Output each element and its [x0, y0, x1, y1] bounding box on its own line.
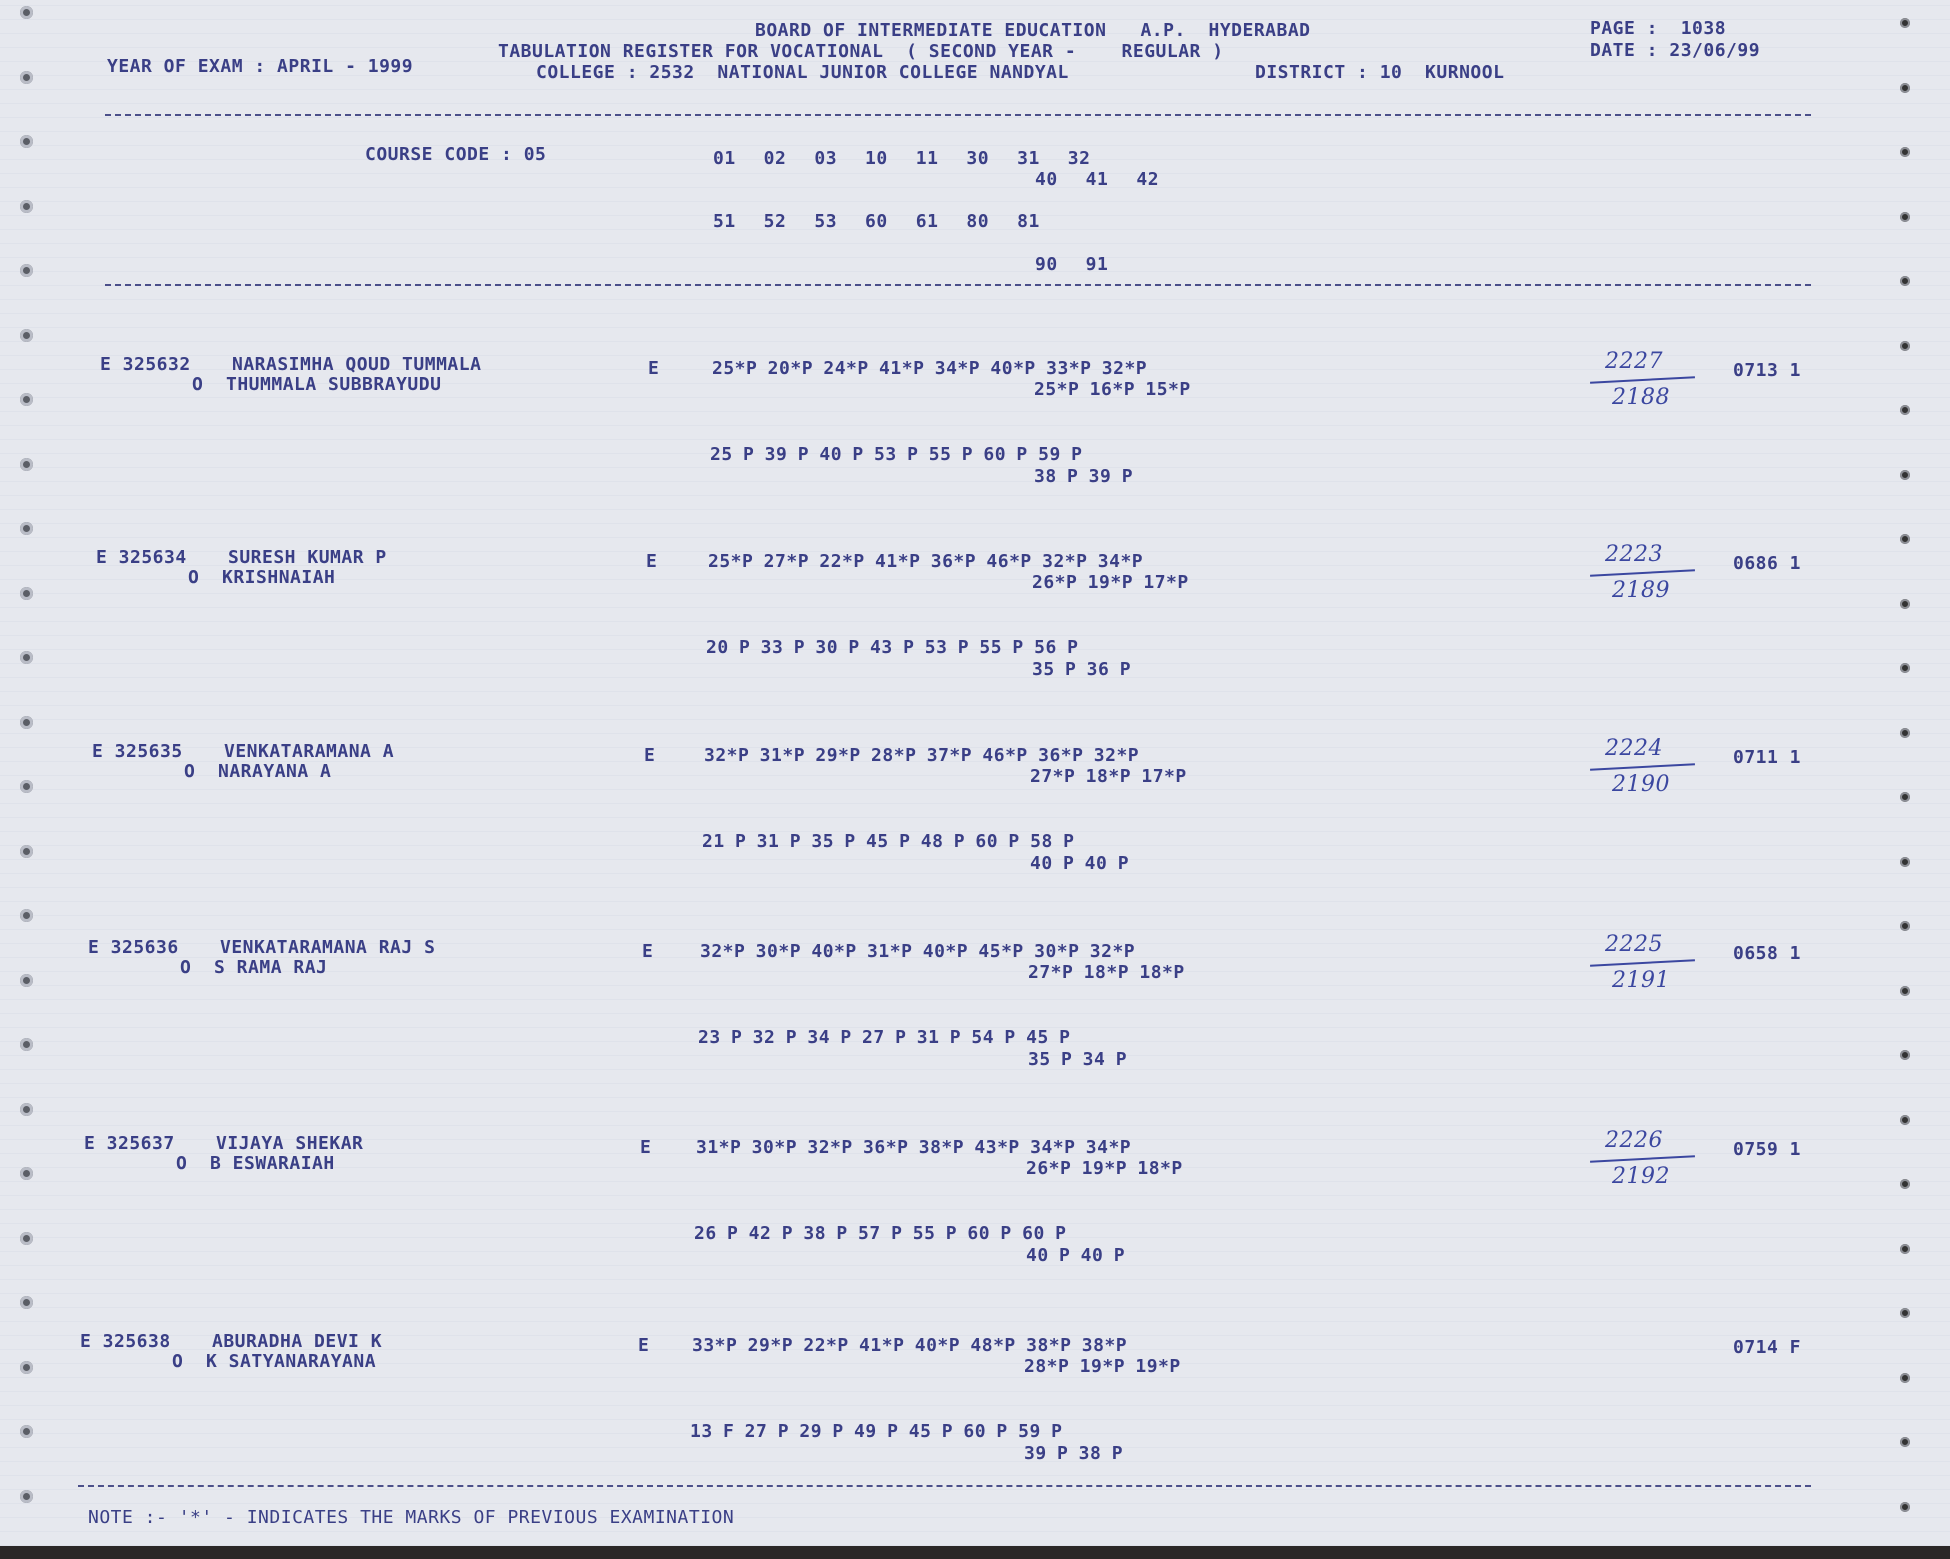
- year-of-exam: YEAR OF EXAM : APRIL - 1999: [107, 56, 414, 77]
- marks-current-row-2: 26*P 19*P 17*P: [1032, 572, 1189, 593]
- handwritten-serial-bottom: 2191: [1612, 968, 1670, 993]
- marks-row-4: 38 P 39 P: [1034, 466, 1134, 487]
- board-title: BOARD OF INTERMEDIATE EDUCATION A.P. HYDERABAD: [755, 20, 1311, 41]
- marks-current-row-2: 27*P 18*P 18*P: [1028, 962, 1185, 983]
- marks-row-3: 21 P 31 P 35 P 45 P 48 P 60 P 58 P: [702, 831, 1075, 852]
- marks-row-3: 13 F 27 P 29 P 49 P 45 P 60 P 59 P: [690, 1421, 1063, 1442]
- roll-number: E 325635: [92, 741, 183, 762]
- subject-codes-row-1: 01 02 03 10 11 30 31 32: [713, 148, 1091, 169]
- feed-hole: [20, 329, 33, 342]
- handwritten-serial-bottom: 2188: [1612, 385, 1670, 410]
- student-record: [0, 736, 1950, 932]
- feed-hole: [20, 200, 33, 213]
- roll-number: E 325637: [84, 1133, 175, 1154]
- marks-row-4: 39 P 38 P: [1024, 1443, 1124, 1464]
- father-name: O KRISHNAIAH: [188, 567, 336, 588]
- codes-divider: [105, 284, 1811, 286]
- student-name: VENKATARAMANA A: [224, 741, 395, 762]
- father-name: O B ESWARAIAH: [176, 1153, 335, 1174]
- marks-current-row-1: 32*P 30*P 40*P 31*P 40*P 45*P 30*P 32*P: [700, 941, 1136, 962]
- marks-row-3: 26 P 42 P 38 P 57 P 55 P 60 P 60 P: [694, 1223, 1067, 1244]
- footer-divider: [78, 1485, 1811, 1487]
- medium: E: [648, 358, 660, 379]
- student-record: [0, 1128, 1950, 1324]
- handwritten-serial-top: 2225: [1605, 932, 1663, 957]
- marks-current-row-2: 26*P 19*P 18*P: [1026, 1158, 1183, 1179]
- handwritten-fraction-line: [1590, 569, 1695, 576]
- roll-number: E 325634: [96, 547, 187, 568]
- feed-hole: [20, 264, 33, 277]
- header-divider: [105, 114, 1811, 116]
- handwritten-fraction-line: [1590, 376, 1695, 383]
- handwritten-serial-top: 2227: [1605, 349, 1663, 374]
- father-name: O NARAYANA A: [184, 761, 332, 782]
- feed-hole: [1900, 83, 1910, 93]
- feed-hole: [20, 71, 33, 84]
- student-name: NARASIMHA QOUD TUMMALA: [232, 354, 482, 375]
- handwritten-fraction-line: [1590, 1155, 1695, 1162]
- medium: E: [644, 745, 656, 766]
- marks-current-row-1: 31*P 30*P 32*P 36*P 38*P 43*P 34*P 34*P: [696, 1137, 1132, 1158]
- total-and-result: 0686 1: [1733, 553, 1802, 574]
- marks-row-4: 35 P 34 P: [1028, 1049, 1128, 1070]
- feed-hole: [20, 6, 33, 19]
- father-name: O K SATYANARAYANA: [172, 1351, 377, 1372]
- course-code: COURSE CODE : 05: [365, 144, 547, 165]
- handwritten-fraction-line: [1590, 959, 1695, 966]
- total-and-result: 0759 1: [1733, 1139, 1802, 1160]
- medium: E: [642, 941, 654, 962]
- handwritten-serial-top: 2223: [1605, 542, 1663, 567]
- marks-current-row-1: 33*P 29*P 22*P 41*P 40*P 48*P 38*P 38*P: [692, 1335, 1128, 1356]
- district-label: DISTRICT : 10 KURNOOL: [1255, 62, 1505, 83]
- handwritten-serial-top: 2224: [1605, 736, 1663, 761]
- marks-row-4: 35 P 36 P: [1032, 659, 1132, 680]
- student-record: [0, 542, 1950, 738]
- feed-hole: [1900, 276, 1910, 286]
- student-name: VENKATARAMANA RAJ S: [220, 937, 436, 958]
- total-and-result: 0658 1: [1733, 943, 1802, 964]
- subject-codes-row-4: 90 91: [1035, 254, 1109, 275]
- medium: E: [640, 1137, 652, 1158]
- feed-hole: [1900, 212, 1910, 222]
- medium: E: [638, 1335, 650, 1356]
- student-record: [0, 932, 1950, 1128]
- subject-codes-row-3: 51 52 53 60 61 80 81: [713, 211, 1040, 232]
- marks-current-row-1: 32*P 31*P 29*P 28*P 37*P 46*P 36*P 32*P: [704, 745, 1140, 766]
- marks-current-row-2: 27*P 18*P 17*P: [1030, 766, 1187, 787]
- medium: E: [646, 551, 658, 572]
- feed-hole: [1900, 18, 1910, 28]
- total-and-result: 0713 1: [1733, 360, 1802, 381]
- total-and-result: 0714 F: [1733, 1337, 1802, 1358]
- college-label: COLLEGE : 2532 NATIONAL JUNIOR COLLEGE NANDYAL: [536, 62, 1069, 83]
- subject-codes-row-2: 40 41 42: [1035, 169, 1160, 190]
- marks-row-3: 20 P 33 P 30 P 43 P 53 P 55 P 56 P: [706, 637, 1079, 658]
- feed-hole: [1900, 341, 1910, 351]
- roll-number: E 325632: [100, 354, 191, 375]
- roll-number: E 325636: [88, 937, 179, 958]
- marks-current-row-2: 28*P 19*P 19*P: [1024, 1356, 1181, 1377]
- footnote: NOTE :- '*' - INDICATES THE MARKS OF PREVIOUS EXAMINATION: [88, 1507, 735, 1528]
- total-and-result: 0711 1: [1733, 747, 1802, 768]
- marks-row-4: 40 P 40 P: [1030, 853, 1130, 874]
- marks-row-4: 40 P 40 P: [1026, 1245, 1126, 1266]
- page-number: PAGE : 1038: [1590, 18, 1727, 39]
- feed-hole: [1900, 147, 1910, 157]
- handwritten-serial-top: 2226: [1605, 1128, 1663, 1153]
- marks-current-row-1: 25*P 27*P 22*P 41*P 36*P 46*P 32*P 34*P: [708, 551, 1144, 572]
- marks-row-3: 23 P 32 P 34 P 27 P 31 P 54 P 45 P: [698, 1027, 1071, 1048]
- student-name: VIJAYA SHEKAR: [216, 1133, 364, 1154]
- marks-current-row-2: 25*P 16*P 15*P: [1034, 379, 1191, 400]
- handwritten-fraction-line: [1590, 763, 1695, 770]
- scanner-edge: [0, 1546, 1950, 1559]
- handwritten-serial-bottom: 2190: [1612, 772, 1670, 797]
- marks-current-row-1: 25*P 20*P 24*P 41*P 34*P 40*P 33*P 32*P: [712, 358, 1148, 379]
- student-name: SURESH KUMAR P: [228, 547, 387, 568]
- student-record: [0, 349, 1950, 545]
- father-name: O S RAMA RAJ: [180, 957, 328, 978]
- student-name: ABURADHA DEVI K: [212, 1331, 383, 1352]
- report-date: DATE : 23/06/99: [1590, 40, 1761, 61]
- feed-hole: [20, 135, 33, 148]
- handwritten-serial-bottom: 2189: [1612, 578, 1670, 603]
- marks-row-3: 25 P 39 P 40 P 53 P 55 P 60 P 59 P: [710, 444, 1083, 465]
- register-title: TABULATION REGISTER FOR VOCATIONAL ( SECOND YEAR - REGULAR ): [498, 41, 1224, 62]
- student-record: [0, 1332, 1950, 1522]
- father-name: O THUMMALA SUBBRAYUDU: [192, 374, 442, 395]
- roll-number: E 325638: [80, 1331, 171, 1352]
- handwritten-serial-bottom: 2192: [1612, 1164, 1670, 1189]
